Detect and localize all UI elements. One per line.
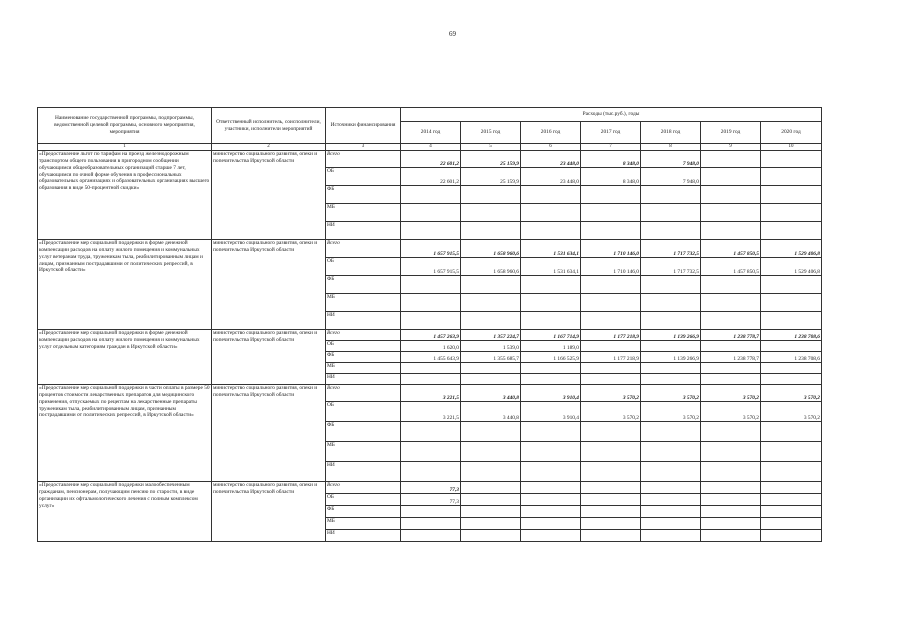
amount-cell [461, 506, 521, 518]
amount-cell [581, 186, 641, 204]
amount-cell [581, 312, 641, 330]
amount-cell: 3 440,8 [461, 385, 521, 402]
amount-cell [461, 462, 521, 482]
amount-cell: 1 457 850,5 [701, 258, 761, 276]
amount-cell: 1 189,0 [521, 341, 581, 352]
amount-cell: 3 221,5 [401, 402, 461, 422]
funding-source-label: Всего [326, 385, 401, 402]
amount-cell [581, 294, 641, 312]
amount-cell: 22 601,2 [401, 151, 461, 168]
amount-cell: 1 529 406,8 [761, 258, 822, 276]
header-source: Источники финансирования [326, 108, 401, 144]
amount-cell: 1 658 960,6 [461, 258, 521, 276]
amount-cell [761, 374, 822, 385]
amount-cell [461, 374, 521, 385]
funding-source-label: ОБ [326, 402, 401, 422]
amount-cell [761, 312, 822, 330]
amount-cell: 1 717 732,5 [641, 258, 701, 276]
amount-cell [521, 222, 581, 240]
measure-description: «Предоставление мер социальной поддержки в форме денежной компенсации расходов на оплату жилого помещения и коммунальных услуг отдельным категориям граждан в Иркутской области» [38, 330, 212, 385]
amount-cell [701, 276, 761, 294]
page-number: 69 [449, 30, 456, 38]
amount-cell: 1 355 685,7 [461, 352, 521, 363]
amount-cell [521, 186, 581, 204]
amount-cell [461, 222, 521, 240]
table-row [38, 482, 822, 494]
amount-cell [581, 363, 641, 374]
amount-cell: 3 570,2 [701, 385, 761, 402]
amount-cell [701, 442, 761, 462]
amount-cell: 1 139 266,9 [641, 330, 701, 341]
amount-cell: 1 658 960,6 [461, 240, 521, 258]
amount-cell [521, 374, 581, 385]
measure-executor: министерство социального развития, опеки и попечительства Иркутской области [212, 151, 326, 240]
funding-source-label: НИ [326, 374, 401, 385]
amount-cell [701, 341, 761, 352]
amount-cell [641, 530, 701, 542]
amount-cell [581, 374, 641, 385]
funding-source-label: НИ [326, 530, 401, 542]
amount-cell [641, 494, 701, 506]
amount-cell [521, 494, 581, 506]
amount-cell: 1 357 224,7 [461, 330, 521, 341]
amount-cell [581, 494, 641, 506]
funding-source-label: МБ [326, 294, 401, 312]
table-row [38, 240, 822, 258]
amount-cell [401, 276, 461, 294]
measure-executor: министерство социального развития, опеки и попечительства Иркутской области [212, 482, 326, 542]
amount-cell: 3 910,4 [521, 385, 581, 402]
amount-cell [521, 442, 581, 462]
amount-cell [701, 374, 761, 385]
header-year: 2020 год [761, 122, 822, 144]
amount-cell [401, 222, 461, 240]
header-year: 2017 год [581, 122, 641, 144]
amount-cell [461, 204, 521, 222]
amount-cell: 1 539,0 [461, 341, 521, 352]
amount-cell: 3 440,8 [461, 402, 521, 422]
table-row [38, 385, 822, 402]
amount-cell [641, 506, 701, 518]
amount-cell [521, 276, 581, 294]
amount-cell [701, 168, 761, 186]
amount-cell: 1 657 915,5 [401, 240, 461, 258]
amount-cell: 8 348,0 [581, 168, 641, 186]
amount-cell [461, 518, 521, 530]
amount-cell [761, 482, 822, 494]
amount-cell: 3 570,2 [701, 402, 761, 422]
column-number: 4 [401, 144, 461, 151]
amount-cell [521, 204, 581, 222]
measure-executor: министерство социального развития, опеки и попечительства Иркутской области [212, 240, 326, 330]
amount-cell [701, 506, 761, 518]
amount-cell: 1 529 406,8 [761, 240, 822, 258]
amount-cell [641, 374, 701, 385]
column-number: 9 [701, 144, 761, 151]
amount-cell [761, 222, 822, 240]
amount-cell [761, 518, 822, 530]
funding-source-label: НИ [326, 462, 401, 482]
amount-cell: 1 166 525,9 [521, 352, 581, 363]
column-number: 1 [38, 144, 212, 151]
amount-cell [701, 462, 761, 482]
funding-source-label: МБ [326, 442, 401, 462]
column-number: 6 [521, 144, 581, 151]
funding-source-label: НИ [326, 312, 401, 330]
amount-cell [581, 442, 641, 462]
amount-cell [701, 186, 761, 204]
funding-source-label: Всего [326, 330, 401, 341]
amount-cell [761, 204, 822, 222]
amount-cell [401, 422, 461, 442]
header-year: 2015 год [461, 122, 521, 144]
amount-cell: 1 177 218,9 [581, 330, 641, 341]
funding-source-label: ОБ [326, 341, 401, 352]
amount-cell: 7 948,0 [641, 168, 701, 186]
funding-source-label: НИ [326, 222, 401, 240]
amount-cell: 23 448,0 [521, 168, 581, 186]
table-row [38, 151, 822, 168]
amount-cell [641, 422, 701, 442]
amount-cell [401, 374, 461, 385]
amount-cell [761, 506, 822, 518]
amount-cell: 77,3 [401, 494, 461, 506]
amount-cell [461, 442, 521, 462]
funding-source-label: ФБ [326, 352, 401, 363]
amount-cell: 3 570,2 [581, 402, 641, 422]
amount-cell: 1 717 732,5 [641, 240, 701, 258]
amount-cell: 1 710 146,0 [581, 258, 641, 276]
amount-cell: 25 159,9 [461, 168, 521, 186]
amount-cell [521, 294, 581, 312]
amount-cell: 1 531 634,1 [521, 240, 581, 258]
amount-cell [761, 494, 822, 506]
amount-cell: 3 221,5 [401, 385, 461, 402]
amount-cell [401, 506, 461, 518]
amount-cell [401, 530, 461, 542]
amount-cell [701, 494, 761, 506]
funding-source-label: ОБ [326, 258, 401, 276]
amount-cell [641, 363, 701, 374]
measure-description: «Предоставление льгот по тарифам на проезд железнодорожным транспортом общего пользования в пригородном сообщении обучающимся общеобразовательных организаций старше 7 лет, обучающимся по очной форме обучения в профессиональных образовательных организациях и образовательных организациях высшего образования в виде 50-процентной скидки» [38, 151, 212, 240]
amount-cell [701, 422, 761, 442]
amount-cell [761, 151, 822, 168]
measure-description: «Предоставление мер социальной поддержки в части оплаты в размере 50 процентов стоимости лекарственных препаратов для медицинского применения, отпускаемых по рецептам на лекарственные препараты труженикам тыла, реабилитированным лицам, признанным пострадавшими от политических репрессий, в Иркутской области» [38, 385, 212, 482]
amount-cell: 8 348,0 [581, 151, 641, 168]
amount-cell [761, 530, 822, 542]
amount-cell: 1 657 915,5 [401, 258, 461, 276]
amount-cell [761, 168, 822, 186]
amount-cell [641, 462, 701, 482]
amount-cell: 3 570,2 [641, 402, 701, 422]
amount-cell [641, 222, 701, 240]
column-number: 2 [212, 144, 326, 151]
amount-cell: 1 710 146,0 [581, 240, 641, 258]
amount-cell: 1 238 778,7 [701, 330, 761, 341]
header-year: 2016 год [521, 122, 581, 144]
amount-cell [521, 482, 581, 494]
amount-cell [761, 462, 822, 482]
amount-cell [701, 530, 761, 542]
amount-cell: 3 570,2 [761, 402, 822, 422]
amount-cell [401, 186, 461, 204]
header-year: 2018 год [641, 122, 701, 144]
amount-cell: 7 948,0 [641, 151, 701, 168]
amount-cell [461, 363, 521, 374]
amount-cell [401, 294, 461, 312]
amount-cell: 3 570,2 [761, 385, 822, 402]
amount-cell [761, 442, 822, 462]
amount-cell: 1 167 714,9 [521, 330, 581, 341]
column-number: 3 [326, 144, 401, 151]
funding-source-label: МБ [326, 204, 401, 222]
amount-cell: 1 457 850,5 [701, 240, 761, 258]
amount-cell [701, 222, 761, 240]
amount-cell [761, 341, 822, 352]
amount-cell [401, 363, 461, 374]
amount-cell [761, 363, 822, 374]
amount-cell: 25 159,9 [461, 151, 521, 168]
funding-source-label: ФБ [326, 186, 401, 204]
amount-cell [641, 294, 701, 312]
funding-source-label: ФБ [326, 506, 401, 518]
funding-source-label: ФБ [326, 422, 401, 442]
header-year: 2014 год [401, 122, 461, 144]
amount-cell [401, 204, 461, 222]
amount-cell [641, 204, 701, 222]
amount-cell: 1 238 708,6 [761, 352, 822, 363]
amount-cell [581, 341, 641, 352]
column-number: 8 [641, 144, 701, 151]
amount-cell: 1 177 218,9 [581, 352, 641, 363]
amount-cell [761, 422, 822, 442]
funding-source-label: ФБ [326, 276, 401, 294]
amount-cell [581, 530, 641, 542]
amount-cell [521, 518, 581, 530]
amount-cell [701, 294, 761, 312]
amount-cell [521, 506, 581, 518]
amount-cell [581, 462, 641, 482]
amount-cell [461, 530, 521, 542]
amount-cell [461, 422, 521, 442]
amount-cell [461, 294, 521, 312]
amount-cell [461, 482, 521, 494]
amount-cell: 3 570,2 [641, 385, 701, 402]
header-expenses: Расходы (тыс.руб.), годы [401, 108, 822, 122]
amount-cell [761, 186, 822, 204]
measure-executor: министерство социального развития, опеки и попечительства Иркутской области [212, 385, 326, 482]
amount-cell: 77,3 [401, 482, 461, 494]
amount-cell [641, 312, 701, 330]
funding-source-label: ОБ [326, 494, 401, 506]
measure-description: «Предоставление мер социальной поддержки малообеспеченным гражданам, пенсионерам, получающим пенсию по старости, в виде организации их офтальмологического лечения с полным комплексом услуг» [38, 482, 212, 542]
funding-source-label: Всего [326, 151, 401, 168]
column-number: 5 [461, 144, 521, 151]
amount-cell [581, 204, 641, 222]
column-number: 10 [761, 144, 822, 151]
table-row [38, 330, 822, 341]
amount-cell [641, 341, 701, 352]
expenses-table [37, 107, 822, 542]
amount-cell [521, 462, 581, 482]
amount-cell [581, 276, 641, 294]
amount-cell: 1 238 708,6 [761, 330, 822, 341]
amount-cell [401, 442, 461, 462]
amount-cell [581, 222, 641, 240]
amount-cell [581, 518, 641, 530]
amount-cell [521, 312, 581, 330]
amount-cell: 1 455 643,9 [401, 352, 461, 363]
funding-source-label: МБ [326, 518, 401, 530]
amount-cell [641, 276, 701, 294]
header-year: 2019 год [701, 122, 761, 144]
header-program: Наименование государственной программы, подпрограммы, ведомственной целевой программы, основного мероприятия, мероприятия [38, 108, 212, 144]
amount-cell [701, 151, 761, 168]
column-number: 7 [581, 144, 641, 151]
amount-cell [761, 294, 822, 312]
amount-cell [701, 518, 761, 530]
amount-cell: 3 910,4 [521, 402, 581, 422]
amount-cell [401, 518, 461, 530]
amount-cell [761, 276, 822, 294]
amount-cell [461, 312, 521, 330]
funding-source-label: МБ [326, 363, 401, 374]
funding-source-label: Всего [326, 482, 401, 494]
amount-cell [401, 312, 461, 330]
amount-cell [641, 186, 701, 204]
amount-cell [461, 494, 521, 506]
amount-cell: 1 531 634,1 [521, 258, 581, 276]
amount-cell: 1 457 263,9 [401, 330, 461, 341]
amount-cell: 1 620,0 [401, 341, 461, 352]
amount-cell [401, 462, 461, 482]
amount-cell [641, 518, 701, 530]
amount-cell: 1 238 778,7 [701, 352, 761, 363]
amount-cell [521, 363, 581, 374]
amount-cell: 1 139 266,9 [641, 352, 701, 363]
amount-cell [461, 186, 521, 204]
funding-source-label: ОБ [326, 168, 401, 186]
amount-cell [701, 204, 761, 222]
funding-source-label: Всего [326, 240, 401, 258]
amount-cell [581, 482, 641, 494]
measure-description: «Предоставление мер социальной поддержки в форме денежной компенсации расходов на оплату жилого помещения и коммунальных услуг ветеранам труда, труженикам тыла, реабилитированным лицам и лицам, признанным пострадавшими от политических репрессий, в Иркутской области» [38, 240, 212, 330]
amount-cell: 3 570,2 [581, 385, 641, 402]
amount-cell [521, 530, 581, 542]
amount-cell: 23 448,0 [521, 151, 581, 168]
amount-cell [701, 363, 761, 374]
amount-cell [461, 276, 521, 294]
amount-cell [641, 442, 701, 462]
measure-executor: министерство социального развития, опеки и попечительства Иркутской области [212, 330, 326, 385]
amount-cell [701, 482, 761, 494]
amount-cell: 22 601,2 [401, 168, 461, 186]
amount-cell [581, 422, 641, 442]
header-executor: Ответственный исполнитель, соисполнители, участники, исполнители мероприятий [212, 108, 326, 144]
amount-cell [521, 422, 581, 442]
amount-cell [701, 312, 761, 330]
amount-cell [641, 482, 701, 494]
amount-cell [581, 506, 641, 518]
